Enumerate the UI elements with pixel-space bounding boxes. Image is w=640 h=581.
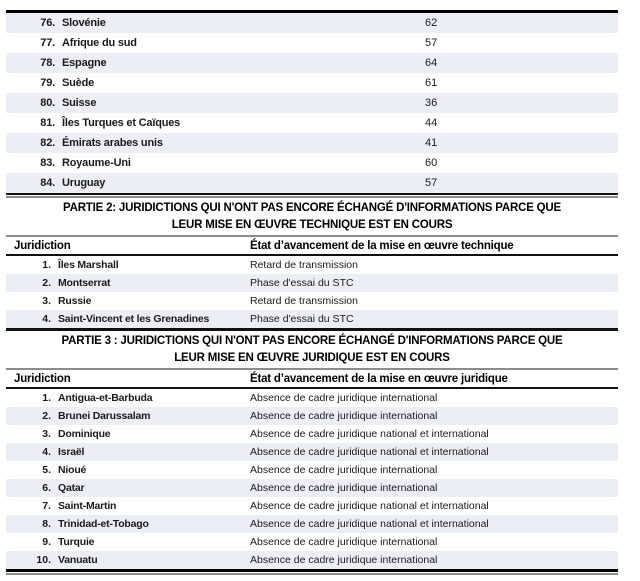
status-text: Absence de cadre juridique national et international (250, 518, 489, 530)
row-number: 9. (42, 536, 51, 548)
row-number: 4. (42, 446, 51, 458)
status-text: Phase d'essai du STC (250, 313, 354, 325)
jurisdiction-row (6, 551, 618, 569)
jurisdiction-row (6, 461, 618, 479)
jurisdiction-row (6, 256, 618, 274)
status-text: Retard de transmission (250, 295, 358, 307)
divider-bottom-double (6, 569, 618, 575)
column-header-status: État d’avancement de la mise en œuvre juridique (250, 372, 508, 385)
jurisdiction-score: 44 (425, 117, 438, 129)
jurisdiction-row (6, 515, 618, 533)
jurisdiction-name: Trinidad-et-Tobago (58, 518, 149, 530)
jurisdiction-score: 62 (425, 17, 438, 29)
column-header-jurisdiction: Juridiction (14, 239, 71, 252)
jurisdiction-name: Israël (58, 446, 85, 458)
jurisdiction-row (6, 93, 618, 113)
column-header-jurisdiction: Juridiction (14, 372, 71, 385)
jurisdiction-name: Royaume-Uni (62, 157, 131, 169)
jurisdiction-row (6, 443, 618, 461)
jurisdiction-row (6, 497, 618, 515)
jurisdiction-row (6, 274, 618, 292)
part2-table-header (6, 237, 618, 254)
jurisdiction-name: Nioué (58, 464, 87, 476)
status-text: Absence de cadre juridique international (250, 464, 438, 476)
jurisdiction-score: 57 (425, 37, 438, 49)
jurisdiction-name: Qatar (58, 482, 85, 494)
row-number: 5. (42, 464, 51, 476)
jurisdiction-name: Suisse (62, 97, 97, 109)
jurisdiction-row (6, 425, 618, 443)
row-number: 80. (40, 97, 55, 109)
jurisdiction-name: Vanuatu (58, 554, 98, 566)
part3-heading (6, 331, 618, 368)
part3-table-header (6, 370, 618, 387)
jurisdiction-row (6, 533, 618, 551)
jurisdiction-name: Dominique (58, 428, 111, 440)
column-header-status: État d’avancement de la mise en œuvre technique (250, 239, 514, 252)
jurisdiction-name: Uruguay (62, 177, 106, 189)
status-text: Phase d'essai du STC (250, 277, 354, 289)
jurisdiction-name: Îles Turques et Caïques (62, 117, 181, 129)
part2-table (6, 235, 618, 328)
row-number: 10. (36, 554, 51, 566)
jurisdiction-name: Montserrat (58, 277, 111, 289)
status-text: Absence de cadre juridique international (250, 554, 438, 566)
jurisdiction-name: Antigua-et-Barbuda (58, 392, 153, 404)
part3-table-body (6, 389, 618, 569)
row-number: 4. (42, 313, 51, 325)
part2-heading-line1: PARTIE 2: JURIDICTIONS QUI N'ONT PAS ENCORE ÉCHANGÉ D'INFORMATIONS PARCE QUE (62, 202, 561, 214)
jurisdiction-row (6, 407, 618, 425)
row-number: 79. (40, 77, 55, 89)
jurisdiction-row (6, 153, 618, 173)
status-text: Absence de cadre juridique international (250, 536, 438, 548)
document-body (6, 10, 618, 575)
status-text: Absence de cadre juridique national et international (250, 446, 489, 458)
row-number: 82. (40, 137, 55, 149)
jurisdiction-row (6, 73, 618, 93)
status-text: Absence de cadre juridique national et international (250, 500, 489, 512)
part3-heading-line2: LEUR MISE EN ŒUVRE JURIDIQUE EST EN COURS (174, 352, 450, 364)
row-number: 3. (42, 295, 51, 307)
row-number: 83. (40, 157, 55, 169)
part1-table (6, 10, 618, 193)
row-number: 76. (40, 17, 55, 29)
jurisdiction-row (6, 53, 618, 73)
jurisdiction-name: Turquie (58, 536, 95, 548)
status-text: Retard de transmission (250, 259, 358, 271)
part3-table (6, 368, 618, 569)
row-number: 7. (42, 500, 51, 512)
part2-table-body (6, 256, 618, 328)
jurisdiction-name: Saint-Martin (58, 500, 117, 512)
jurisdiction-score: 36 (425, 97, 438, 109)
row-number: 8. (42, 518, 51, 530)
jurisdiction-score: 61 (425, 77, 438, 89)
jurisdiction-name: Îles Marshall (58, 259, 119, 271)
jurisdiction-row (6, 13, 618, 33)
jurisdiction-name: Brunei Darussalam (58, 410, 151, 422)
jurisdiction-name: Saint-Vincent et les Grenadines (58, 313, 210, 325)
jurisdiction-score: 41 (425, 137, 438, 149)
row-number: 77. (40, 37, 55, 49)
row-number: 84. (40, 177, 55, 189)
jurisdiction-score: 57 (425, 177, 438, 189)
jurisdiction-row (6, 133, 618, 153)
row-number: 81. (40, 117, 55, 129)
row-number: 6. (42, 482, 51, 494)
jurisdiction-name: Slovénie (62, 17, 106, 29)
jurisdiction-row (6, 389, 618, 407)
row-number: 78. (40, 57, 55, 69)
status-text: Absence de cadre juridique international (250, 410, 438, 422)
jurisdiction-name: Russie (58, 295, 92, 307)
jurisdiction-row (6, 33, 618, 53)
row-number: 1. (42, 392, 51, 404)
jurisdiction-name: Espagne (62, 57, 107, 69)
row-number: 2. (42, 410, 51, 422)
jurisdiction-name: Émirats arabes unis (62, 137, 163, 149)
status-text: Absence de cadre juridique international (250, 392, 438, 404)
jurisdiction-row (6, 292, 618, 310)
jurisdiction-row (6, 310, 618, 328)
jurisdiction-row (6, 113, 618, 133)
jurisdiction-score: 60 (425, 157, 438, 169)
jurisdiction-name: Suède (62, 77, 95, 89)
part2-heading (6, 198, 618, 235)
jurisdiction-row (6, 173, 618, 193)
row-number: 2. (42, 277, 51, 289)
status-text: Absence de cadre juridique national et international (250, 428, 489, 440)
jurisdiction-name: Afrique du sud (62, 37, 137, 49)
part3-heading-line1: PARTIE 3 : JURIDICTIONS QUI N'ONT PAS ENCORE ÉCHANGÉ D'INFORMATIONS PARCE QUE (61, 335, 563, 347)
status-text: Absence de cadre juridique international (250, 482, 438, 494)
row-number: 1. (42, 259, 51, 271)
jurisdiction-score: 64 (425, 57, 438, 69)
row-number: 3. (42, 428, 51, 440)
jurisdiction-row (6, 479, 618, 497)
part2-heading-line2: LEUR MISE EN ŒUVRE TECHNIQUE EST EN COURS (171, 219, 453, 231)
